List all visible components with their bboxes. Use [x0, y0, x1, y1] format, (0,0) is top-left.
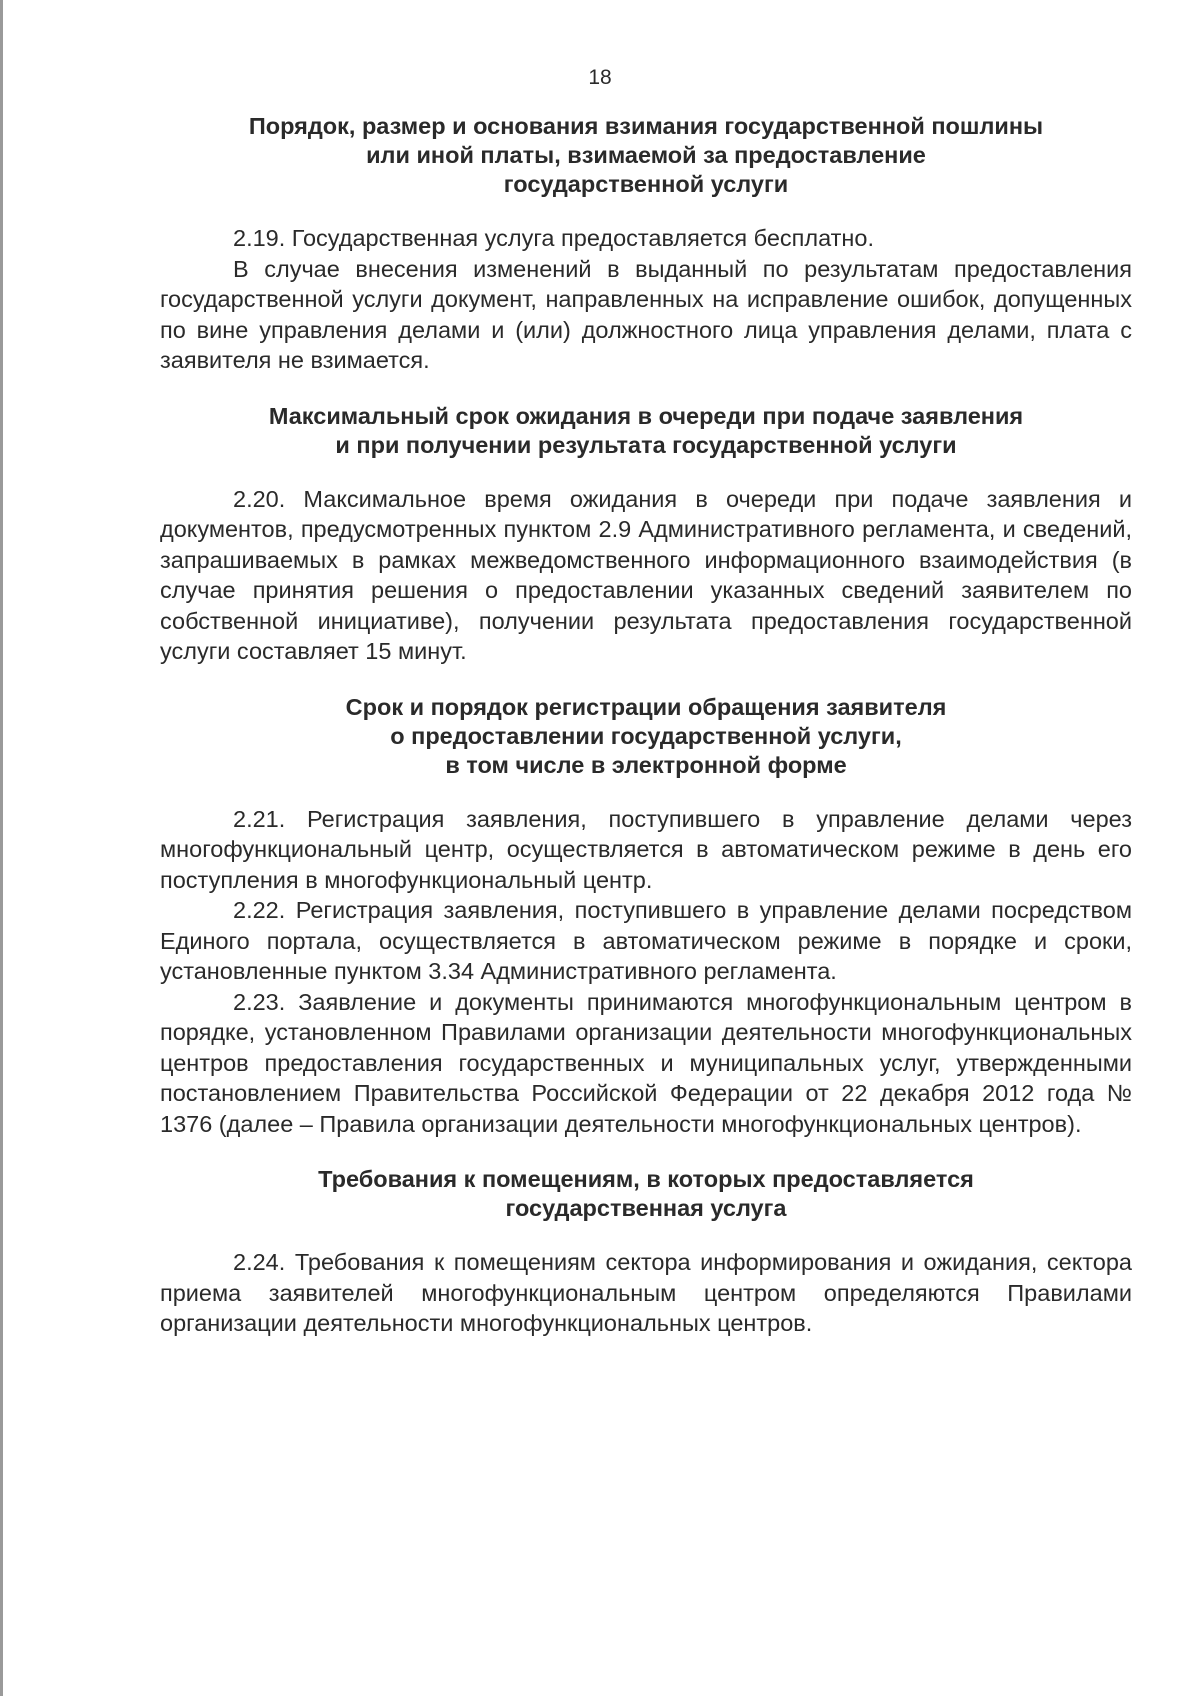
paragraph-2-22: 2.22. Регистрация заявления, поступившего в управление делами посредством Единого портала, осуществляется в автоматическом режиме в порядке и сроки, установленные пунктом 3.34 Административного регламента. — [160, 897, 1132, 984]
heading-line: Срок и порядок регистрации обращения заявителя — [345, 693, 947, 720]
paragraph-2-23: 2.23. Заявление и документы принимаются многофункциональным центром в порядке, установленном Правилами организации деятельности многофункциональных центров предоставления государственных и муниципальных услуг, утвержденными постановлением Правительства Российской Федерации от 22 декабря 2012 года № 1376 (далее – Правила организации деятельности многофункциональных центров). — [160, 988, 1132, 1137]
page-number: 18 — [588, 66, 612, 89]
section-heading-queue-time — [160, 402, 1132, 460]
heading-line: и при получении результата государственной услуги — [335, 431, 957, 458]
document-body — [160, 112, 1132, 1339]
page-edge-divider — [0, 0, 3, 1696]
heading-line: Требования к помещениям, в которых предоставляется — [318, 1166, 974, 1192]
paragraph-2-20: 2.20. Максимальное время ожидания в очереди при подаче заявления и документов, предусмотренных пунктом 2.9 Административного регламента, и сведений, запрашиваемых в рамках межведомственного информационного взаимодействия (в случае принятия решения о предоставлении указанных сведений заявителем по собственной инициативе), получении результата предоставления государственной услуги составляет 15 минут. — [160, 485, 1132, 664]
paragraph-2-19: 2.19. Государственная услуга предоставляется бесплатно. — [233, 225, 874, 251]
section-heading-premises — [160, 1165, 1132, 1223]
heading-line: о предоставлении государственной услуги, — [390, 722, 902, 749]
section-heading-registration — [160, 693, 1132, 780]
paragraph-2-24: 2.24. Требования к помещениям сектора информирования и ожидания, сектора приема заявителей многофункциональным центром определяются Правилами организации деятельности многофункциональных центров. — [160, 1249, 1132, 1336]
heading-line: государственной услуги — [503, 171, 789, 197]
section-heading-fee — [160, 112, 1132, 199]
heading-line: или иной платы, взимаемой за предоставление — [366, 142, 926, 168]
heading-line: государственная услуга — [505, 1195, 787, 1221]
heading-line: Максимальный срок ожидания в очереди при подаче заявления — [268, 402, 1024, 429]
heading-line: в том числе в электронной форме — [445, 751, 847, 778]
heading-line: Порядок, размер и основания взимания государственной пошлины — [248, 113, 1044, 139]
paragraph-2-19-changes: В случае внесения изменений в выданный по результатам предоставления государственной услуги документ, направленных на исправление ошибок, допущенных по вине управления делами и (или) должностного лица управления делами, плата с заявителя не взимается. — [160, 255, 1132, 373]
paragraph-2-21: 2.21. Регистрация заявления, поступившего в управление делами через многофункциональный центр, осуществляется в автоматическом режиме в день его поступления в многофункциональный центр. — [160, 805, 1132, 893]
